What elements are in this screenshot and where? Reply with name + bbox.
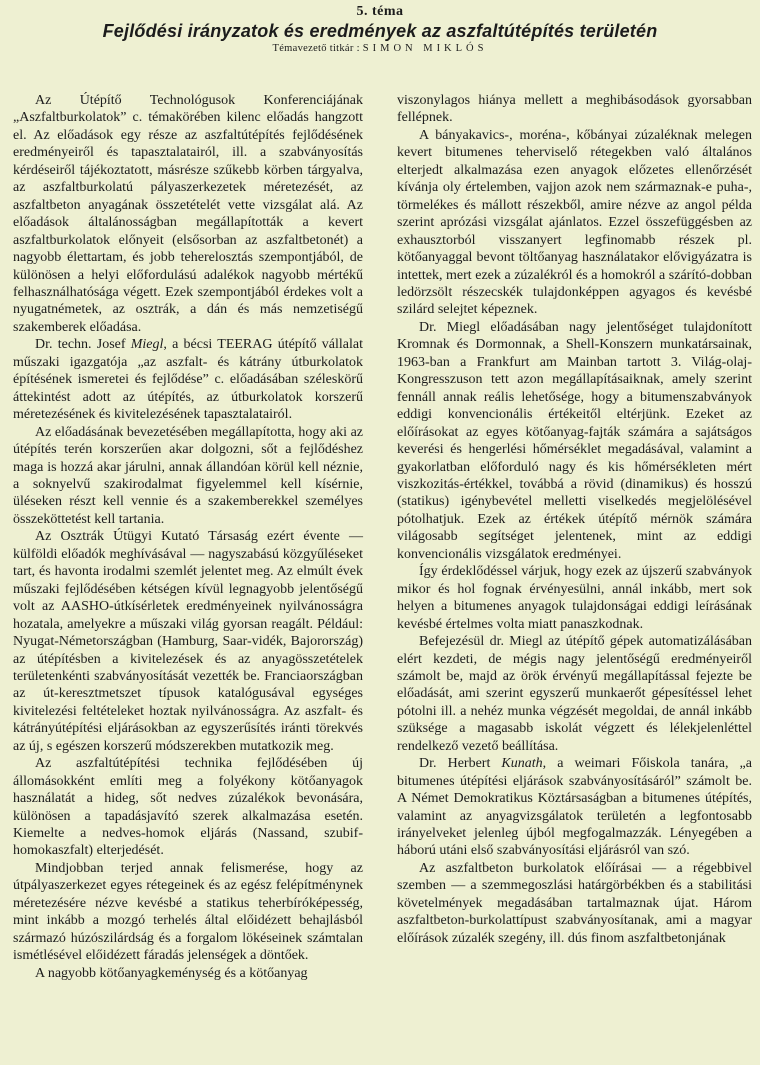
- paragraph: Befejezésül dr. Miegl az útépítő gépek automatizálásában elért kezdeti, de mégis nagy jelentőségű eredményeiről számolt be, majd az örök érvényű megállapítással fejezte be előadását, ami szerint egyszerű munkaerőt gépesítéssel lehet pótolni ill. a nehéz munka végzését megoldai, de annál inkább szüksége a magasabb iskolát végzett és lélekjelenléttel rendelkező vezető beállítása.: [397, 634, 752, 754]
- person-name: Kunath: [501, 756, 543, 772]
- paragraph: Az előadásának bevezetésében megállapította, hogy aki az útépítés terén korszerűen akar dolgozni, sőt a fejlődéshez maga is hozzá akar járulni, annak állandóan körül kell néznie, a soknyelvű szakirodalmat figyelemmel kell kísérnie, üléseken részt kell vennie és a szakemberekkel személyes összeköttetést kell tartania.: [13, 424, 363, 527]
- left-column: [13, 92, 363, 982]
- paragraph-text: Dr. techn. Josef: [35, 337, 131, 353]
- page-header: [0, 0, 760, 54]
- paragraph: Dr. Miegl előadásában nagy jelentőséget tulajdonított Kromnak és Dormonnak, a Shell-Konszern munkatársainak, 1963-ban a Frankfurt am Mainban tartott 3. Világ-olaj-Kongresszuson tett azon megállapításaiknak, amely szerint fennáll annak reális lehetősége, hogy a bitumenszabványok eddigi konvencionális értékeitől eltérjünk. Ezeket az előírásokat az egyes kötőanyag-fajták számára a sajátságos keverési és hengerlési hőmérséklet megadásával, valamint a gyakorlatban előforduló nagy és kis hőmérsékleten mért viszkozitás-értékkel, továbbá a rövid (dinamikus) és hosszú (statikus) igénybevétel melletti viselkedés megjelölésével pótolhatjuk. Ezek az értékek útépítő mérnök számára világosabb segítséget jelentenek, mint az eddigi konvencionális vizsgálatok eredményei.: [397, 319, 752, 562]
- right-column: [397, 92, 752, 947]
- paragraph-text: Dr. Herbert: [419, 756, 502, 772]
- secretary-label: Témavezető titkár :: [272, 43, 360, 54]
- secretary-line: [0, 43, 760, 54]
- paragraph: [397, 755, 752, 860]
- paragraph: Mindjobban terjed annak felismerése, hogy az útpályaszerkezet egyes rétegeinek és az egész felépítménynek méretezésére nézve kevésbé a statikus teherbíróképesség, mint inkább a mozgó terhelés által előidézett behajlásból származó húzószilárdság és a forgalom lökéseinek számtalan ismétlésével előidézett fáradás jelenségek a döntőek.: [13, 860, 363, 964]
- paragraph-text: , a weimari Főiskola tanára, „a bitumenes útépítési eljárások szabványosításáról” számolt be. A Német Demokratikus Köztársaságban a bitumenes útépítés, valamint az anyagvizsgálatok területén a legfontosabb irányelveket jelenleg újból megfogalmazzák. Lényegében a háború utáni első szabványosítási eljárásról van szó.: [397, 756, 752, 859]
- paragraph: [13, 336, 363, 423]
- secretary-name: SIMON MIKLÓS: [362, 43, 488, 54]
- paragraph: Az aszfaltútépítési technika fejlődésében új állomásokként említi meg a folyékony kötőanyagok használatát a hideg, sőt nedves zúzalékok bevonására, különösen a tapadásjavító szerek alkalmazása esetén. Kiemelte a nedves-homok eljárás (Nassand, szubif-homokaszfalt) elterjedését.: [13, 756, 363, 859]
- paragraph: Az Útépítő Technológusok Konferenciájának „Aszfaltburkolatok” c. témakörében kilenc előadás hangzott el. Az előadások egy része az aszfaltútépítés fejlődésének eredményeiről és tapasztalatairól, ill. a szabványosítás kérdéseiről tájékoztatott, másrésze szűkebb körben tárgyalva, az aszfaltburkolatú pályaszerkezetek méretezését, az aszfaltbeton anyagának összetételét vette vizsgálat alá. Az előadások általánosságban megállapították a kevert aszfaltburkolatok előnyeit (elsősorban az aszfaltbetonét) a nagyobb élettartam, és jobb teherelosztás szempontjából, de különösen a helyi előfordulású adalékok nagyobb mértékű felhasználhatósága végett. Ezek szempontjából érdekes volt a nyugatnémetek, az osztrák, a dán és más nemzetiségű szakemberek előadása.: [13, 93, 363, 335]
- paragraph: A nagyobb kötőanyagkeménység és a kötőanyag: [35, 965, 308, 981]
- paragraph: Így érdeklődéssel várjuk, hogy ezek az újszerű szabványok mikor és hol fognak érvényesülni, annál inkább, mert sok helyen a bitumenes anyagok tulajdonságai eddigi leírásának kevésbé értelmes volta miatt panaszkodnak.: [397, 564, 752, 632]
- article-title: Fejlődési irányzatok és eredmények az aszfaltútépítés területén: [102, 21, 658, 41]
- paragraph: Az aszfaltbeton burkolatok előírásai — a régebbivel szemben — a szemmegoszlási határgörbékben és a stabilitási követelmények megadásában tartalmaznak újat. Három aszfaltbeton-burkolattípust szabványosítanak, ami a magyar előírások zúzalék szegény, ill. dús finom aszfaltbetonjának: [397, 860, 752, 946]
- paragraph: Az Osztrák Útügyi Kutató Társaság ezért évente — külföldi előadók meghívásával — nagyszabású közgyűléseket tart, és havonta irodalmi szemlét jelentet meg. Az elmúlt évek műszaki fejlődésében kétségen kívül legnagyobb jelentőségű volt az AASHO-útkísérletek eredményeinek nyilvánosságra hozatala, amelyekre a műszaki világ gyorsan reagált. Például: Nyugat-Németországban (Hamburg, Saar-vidék, Bajorország) az útépítésben a kivitelezések és az anyagösszetételek területenkénti szabványosítását vezették be. Franciaországban az út-keresztmetszet típusok katalógusával egységes kivitelezési feltételeket hoztak nyilvánosságra. Az aszfalt- és kátrányútépítési eljárásokban az egyszerűsítés iránti törekvés az új, s egészen korszerű módszerekben mutatkozik meg.: [13, 529, 363, 754]
- paragraph-text: , a bécsi TEERAG útépítő vállalat műszaki igazgatója „az aszfalt- és kátrány útburkolatok építésének ismeretei és fejlődése” c. előadásában széleskörű áttekintést adott az útépítés, az útburkolatok korszerű méretezésének és kivitelezésének tapasztalatairól.: [13, 337, 363, 423]
- paragraph: A bányakavics-, moréna-, kőbányai zúzaléknak melegen kevert bitumenes teherviselő rétegekben való általános elterjedt alkalmazása ezen anyagok előzetes ellenőrzését kívánja oly értelemben, vajjon azok nem származnak-e puha-, törmelékes és mállott részekből, amire nézve az angol példa szerint aprózási vizsgálat ajánlatos. Ezzel összefüggésben az exhausztorból visszanyert legfinomabb részek pl. kötőanyaggal bevont töltőanyag használatakor elővigyázatra is intettek, mert ezek a zúzalékról és a homokról a szárító-dobban ledörzsölt részecskék tulajdonképpen agyagos és kevésbé szilárd selejtet képeznek.: [397, 127, 752, 318]
- topic-number: 5. téma: [356, 4, 404, 19]
- person-name: Miegl: [130, 337, 164, 353]
- paragraph-continuation: viszonylagos hiánya mellett a meghibásodások gyorsabban fellépnek.: [397, 93, 752, 126]
